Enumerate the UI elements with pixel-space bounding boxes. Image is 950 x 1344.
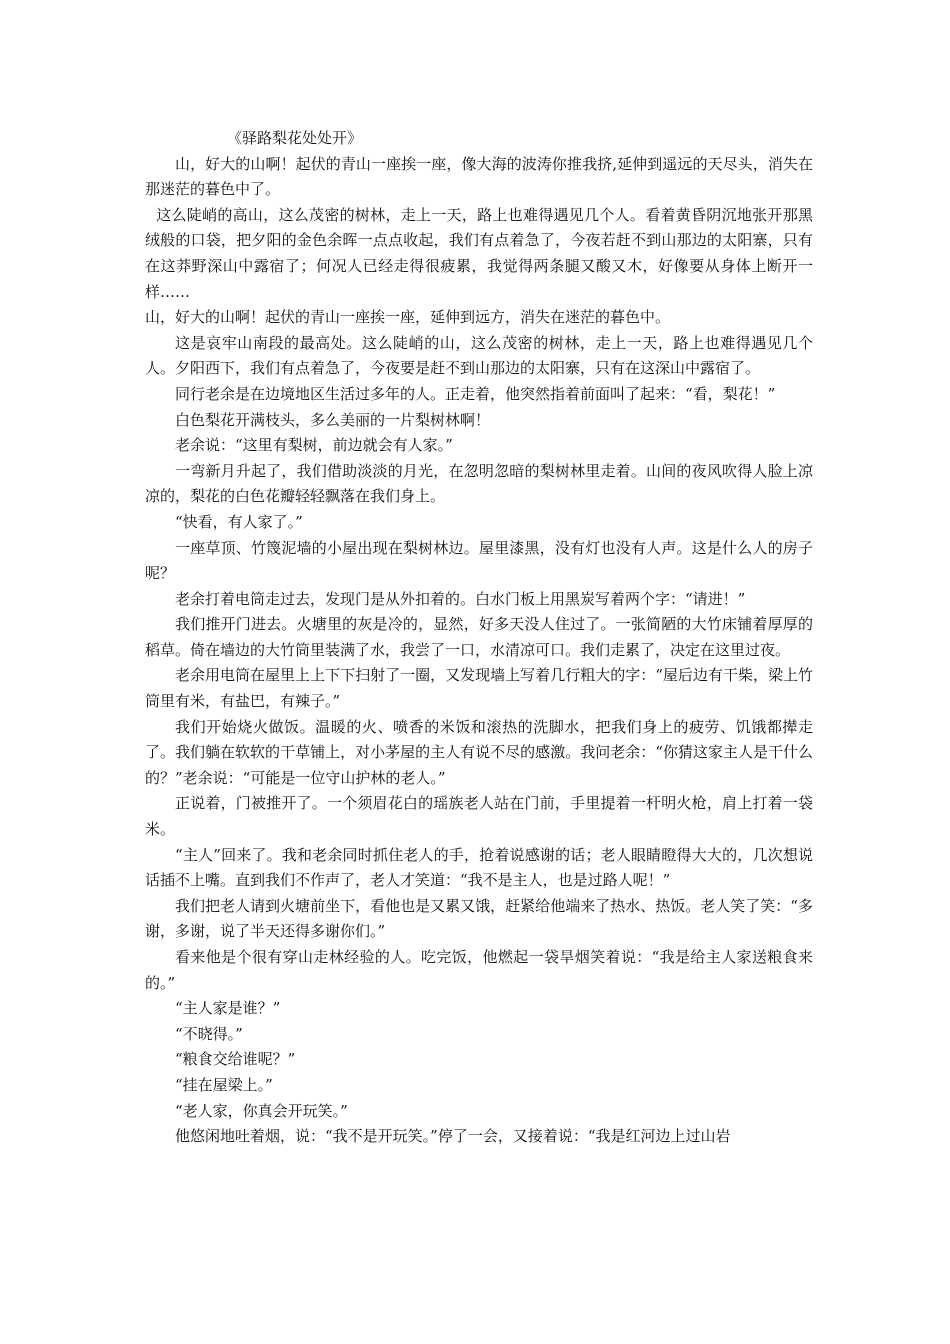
- paragraph: 这么陡峭的高山，这么茂密的树林，走上一天，路上也难得遇见几个人。看着黄昏阴沉地张开那黑绒般的口袋，把夕阳的金色余晖一点点收起，我们有点着急了，今夜若赶不到山那边的太阳寨，只有在这莽野深山中露宿了；何况人已经走得很疲累，我觉得两条腿又酸又木，好像要从身体上断开一样……: [145, 205, 813, 301]
- paragraph: 山，好大的山啊！起伏的青山一座挨一座，像大海的波涛你推我挤,延伸到遥远的天尽头，消失在那迷茫的暮色中了。: [145, 154, 813, 199]
- paragraph: 这是哀牢山南段的最高处。这么陡峭的山，这么茂密的树林，走上一天，路上也难得遇见几个人。夕阳西下，我们有点着急了，今夜要是赶不到山那边的太阳寨，只有在这深山中露宿了。: [145, 333, 813, 378]
- paragraph: “挂在屋梁上。”: [175, 1075, 273, 1094]
- paragraph: 我们推开门进去。火塘里的灰是冷的，显然，好多天没人住过了。一张简陋的大竹床铺着厚厚的稻草。倚在墙边的大竹筒里装满了水，我尝了一口，水清凉可口。我们走累了，决定在这里过夜。: [145, 615, 813, 659]
- paragraph: “老人家，你真会开玩笑。”: [175, 1101, 348, 1120]
- paragraph: 他悠闲地吐着烟，说：“我不是开玩笑。”停了一会，又接着说：“我是红河边上过山岩: [175, 1127, 731, 1146]
- paragraph: “不晓得。”: [175, 1024, 243, 1043]
- paragraph: 我们开始烧火做饭。温暖的火、喷香的米饭和滚热的洗脚水，把我们身上的疲劳、饥饿都撵走了。我们躺在软软的干草铺上，对小茅屋的主人有说不尽的感激。我问老余：“你猜这家主人是干什么的？”老余说：“可能是一位守山护林的老人。”: [145, 717, 813, 787]
- article-title: 《驿路梨花处处开》: [227, 129, 363, 147]
- article-body: [145, 126, 813, 1150]
- paragraph: 一弯新月升起了，我们借助淡淡的月光，在忽明忽暗的梨树林里走着。山间的夜风吹得人脸上凉凉的，梨花的白色花瓣轻轻飘落在我们身上。: [145, 461, 813, 506]
- paragraph: 同行老余是在边境地区生活过多年的人。正走着，他突然指着前面叫了起来：“看，梨花！”: [175, 384, 776, 403]
- paragraph: 山，好大的山啊！起伏的青山一座挨一座，延伸到远方，消失在迷茫的暮色中。: [145, 308, 671, 327]
- paragraph: 一座草顶、竹篾泥墙的小屋出现在梨树林边。屋里漆黑，没有灯也没有人声。这是什么人的房子呢？: [145, 538, 813, 583]
- paragraph: 老余用电筒在屋里上上下下扫射了一圈，又发现墙上写着几行粗大的字：“屋后边有干柴，梁上竹筒里有米，有盐巴，有辣子。”: [145, 666, 813, 711]
- paragraph: 白色梨花开满枝头，多么美丽的一片梨树林啊！: [175, 410, 491, 429]
- paragraph: 看来他是个很有穿山走林经验的人。吃完饭，他燃起一袋旱烟笑着说：“我是给主人家送粮食来的。”: [145, 948, 813, 992]
- paragraph: 正说着，门被推开了。一个须眉花白的瑶族老人站在门前，手里提着一杆明火枪，肩上打着一袋米。: [145, 794, 813, 839]
- paragraph: “快看，有人家了。”: [175, 512, 303, 531]
- paragraph-list: [145, 152, 813, 1150]
- paragraph: 老余打着电筒走过去，发现门是从外扣着的。白水门板上用黑炭写着两个字：“请进！”: [175, 589, 746, 608]
- paragraph: “主人”回来了。我和老余同时抓住老人的手，抢着说感谢的话；老人眼睛瞪得大大的，几次想说话插不上嘴。直到我们不作声了，老人才笑道：“我不是主人，也是过路人呢！”: [145, 845, 813, 890]
- paragraph: 老余说：“这里有梨树，前边就会有人家。”: [175, 436, 453, 455]
- paragraph: “主人家是谁？”: [175, 999, 281, 1018]
- paragraph: “粮食交给谁呢？”: [175, 1050, 296, 1069]
- paragraph: 我们把老人请到火塘前坐下，看他也是又累又饿，赶紧给他端来了热水、热饭。老人笑了笑：“多谢，多谢，说了半天还得多谢你们。”: [145, 896, 813, 941]
